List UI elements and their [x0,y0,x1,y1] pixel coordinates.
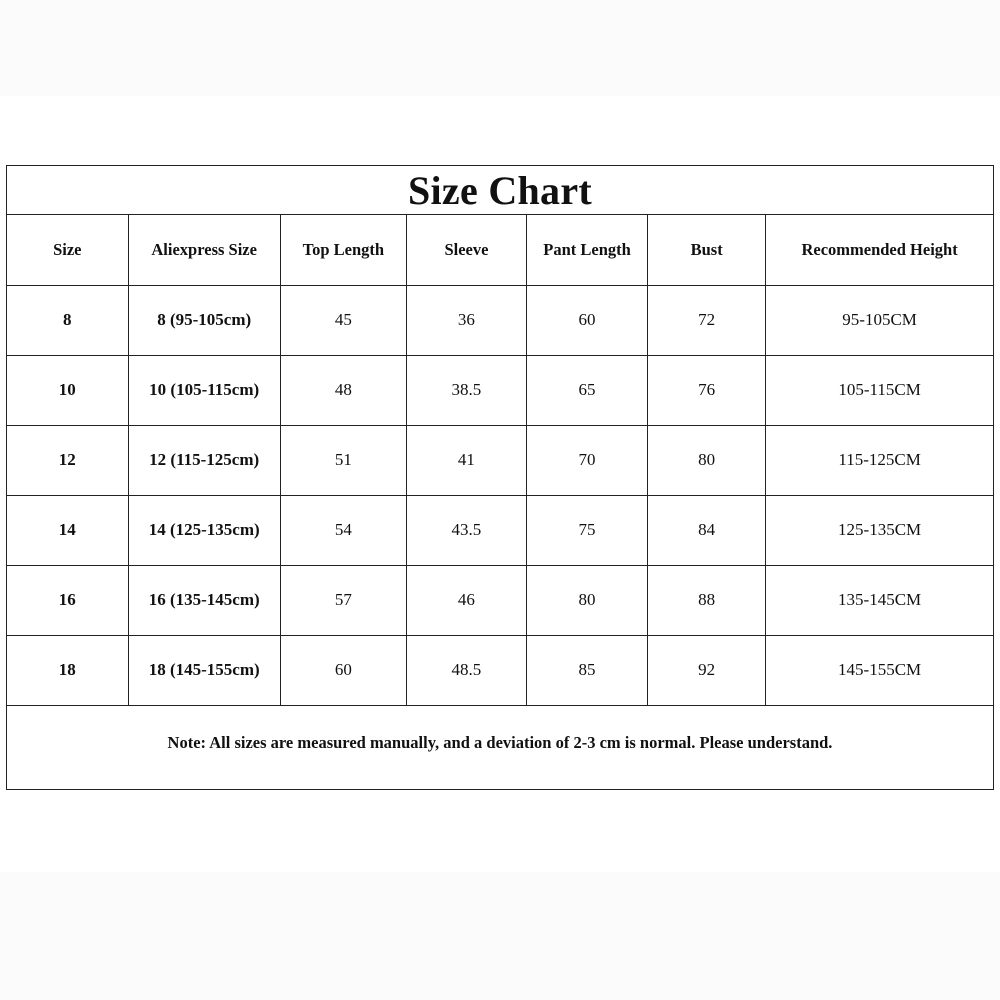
cell-aliexpress-size: 18 (145-155cm) [128,635,280,705]
cell-bust: 76 [648,355,766,425]
header-pant-length: Pant Length [526,215,647,285]
cell-recommended-height: 95-105CM [766,285,993,355]
cell-aliexpress-size: 16 (135-145cm) [128,565,280,635]
table-row [7,285,993,355]
cell-bust: 72 [648,285,766,355]
table-row [7,635,993,705]
cell-size: 10 [7,355,128,425]
cell-size: 12 [7,425,128,495]
cell-sleeve: 38.5 [406,355,526,425]
cell-pant-length: 60 [526,285,647,355]
cell-recommended-height: 105-115CM [766,355,993,425]
cell-pant-length: 70 [526,425,647,495]
header-aliexpress-size: Aliexpress Size [128,215,280,285]
cell-recommended-height: 135-145CM [766,565,993,635]
cell-recommended-height: 145-155CM [766,635,993,705]
table-row [7,495,993,565]
size-chart [6,165,994,790]
cell-bust: 80 [648,425,766,495]
cell-size: 8 [7,285,128,355]
cell-bust: 92 [648,635,766,705]
cell-top-length: 45 [280,285,406,355]
cell-top-length: 51 [280,425,406,495]
header-sleeve: Sleeve [406,215,526,285]
cell-bust: 88 [648,565,766,635]
cell-top-length: 54 [280,495,406,565]
cell-size: 18 [7,635,128,705]
cell-pant-length: 85 [526,635,647,705]
cell-recommended-height: 115-125CM [766,425,993,495]
cell-sleeve: 48.5 [406,635,526,705]
cell-sleeve: 36 [406,285,526,355]
header-top-length: Top Length [280,215,406,285]
bottom-band [0,872,1000,1000]
cell-top-length: 57 [280,565,406,635]
cell-size: 16 [7,565,128,635]
top-band [0,0,1000,96]
cell-sleeve: 46 [406,565,526,635]
cell-bust: 84 [648,495,766,565]
cell-sleeve: 43.5 [406,495,526,565]
cell-pant-length: 75 [526,495,647,565]
cell-pant-length: 80 [526,565,647,635]
table-row [7,425,993,495]
header-size: Size [7,215,128,285]
cell-recommended-height: 125-135CM [766,495,993,565]
cell-pant-length: 65 [526,355,647,425]
cell-sleeve: 41 [406,425,526,495]
cell-aliexpress-size: 8 (95-105cm) [128,285,280,355]
cell-aliexpress-size: 12 (115-125cm) [128,425,280,495]
table-row [7,565,993,635]
cell-aliexpress-size: 14 (125-135cm) [128,495,280,565]
header-recommended-height: Recommended Height [766,215,993,285]
chart-title: Size Chart [7,166,993,215]
header-bust: Bust [648,215,766,285]
cell-top-length: 48 [280,355,406,425]
cell-aliexpress-size: 10 (105-115cm) [128,355,280,425]
measurement-note: Note: All sizes are measured manually, and a deviation of 2-3 cm is normal. Please understand. [167,733,833,752]
table-row [7,355,993,425]
header-row [7,215,993,285]
cell-top-length: 60 [280,635,406,705]
size-table [7,215,993,706]
cell-size: 14 [7,495,128,565]
